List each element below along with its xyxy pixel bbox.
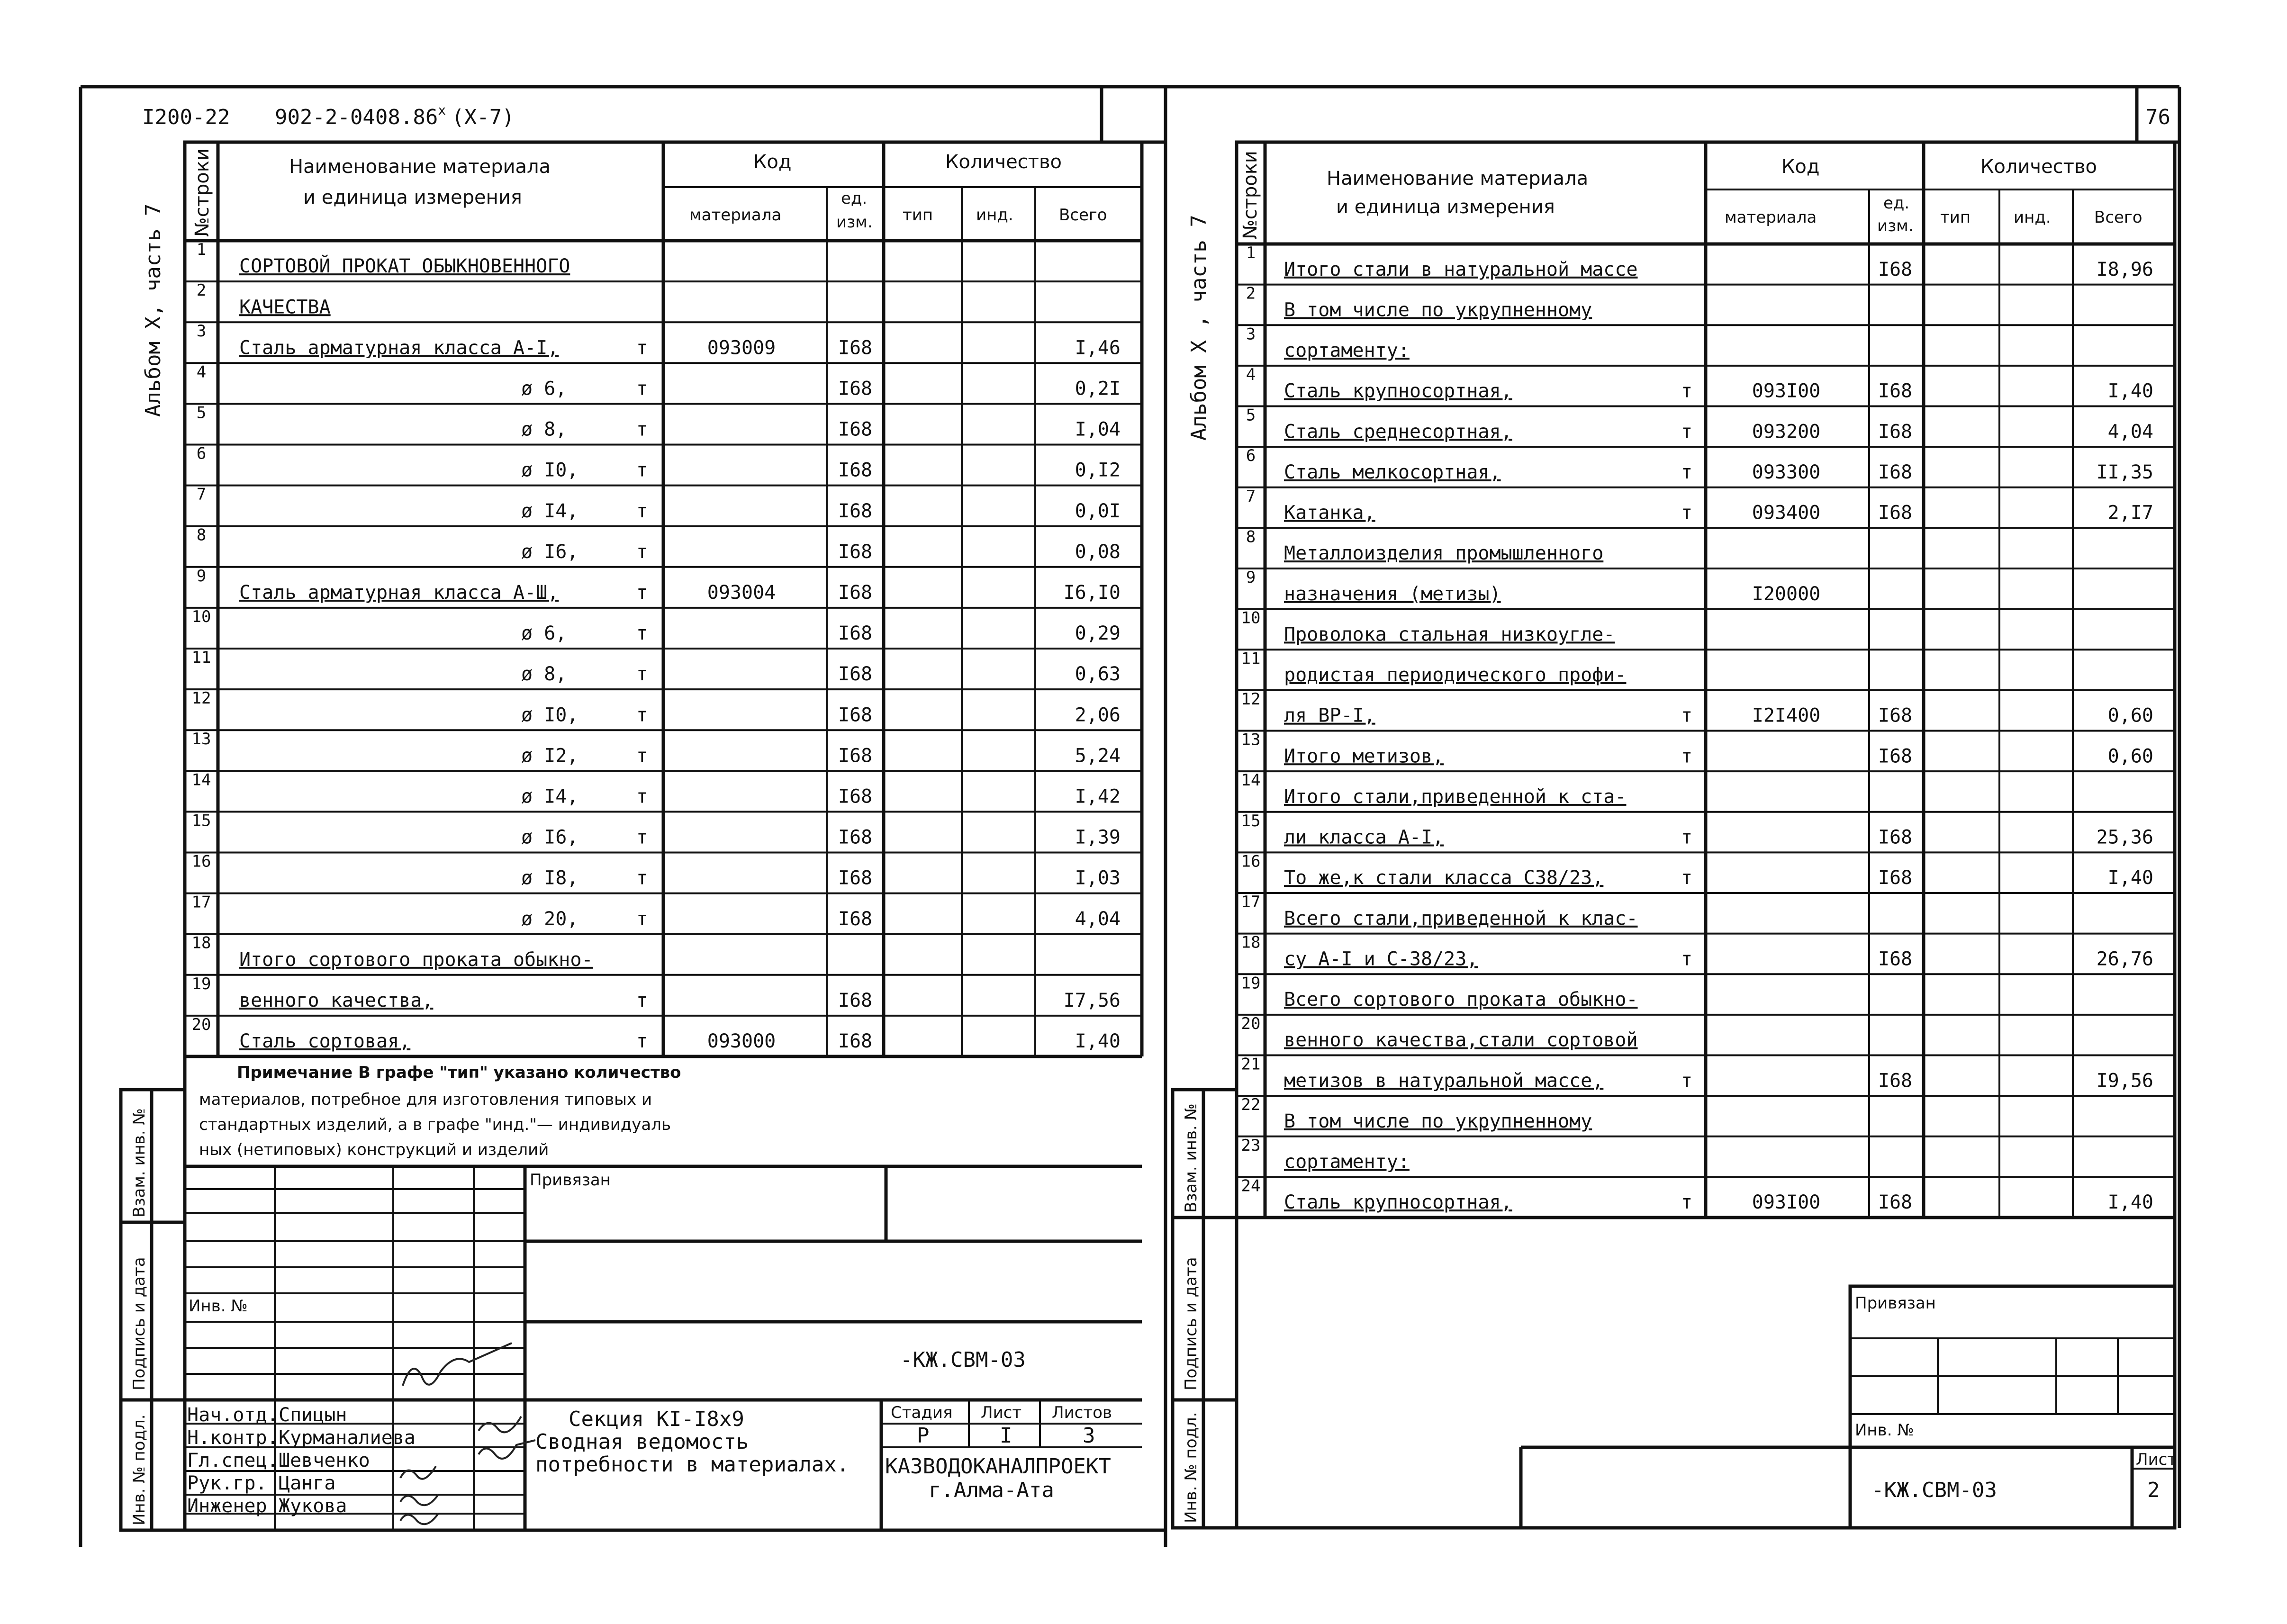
row-measure: I68 [838, 867, 873, 889]
row-unit: т [1681, 502, 1693, 524]
row-name: ля ВР-I, [1284, 704, 1375, 727]
col-material: материала [689, 206, 782, 225]
row-total: I9,56 [2096, 1070, 2153, 1092]
sheet-code: I200-22 [142, 105, 230, 129]
col-name-1: Наименование материала [289, 156, 551, 178]
privyazan-label: Привязан [530, 1171, 611, 1190]
row-unit: т [636, 663, 648, 686]
row-name: КАЧЕСТВА [239, 296, 331, 318]
col-qty-right: Количество [1980, 156, 2097, 178]
staff-name: Спицын [279, 1404, 347, 1426]
staff-role: Н.контр. [187, 1427, 279, 1449]
row-name: ø I6, [521, 541, 579, 563]
row-name: Итого стали в натуральной массе [1284, 258, 1638, 280]
row-name: То же,к стали класса С38/23, [1284, 867, 1604, 889]
row-unit: т [636, 459, 648, 481]
row-number: 12 [191, 689, 211, 708]
row-number: 22 [1241, 1095, 1261, 1115]
row-unit: т [636, 1030, 648, 1053]
row-number: 16 [1241, 852, 1261, 871]
title-line-3: потребности в материалах. [535, 1453, 850, 1477]
row-number: 23 [1241, 1136, 1261, 1155]
row-number: 9 [1246, 568, 1256, 587]
row-measure: I68 [838, 541, 873, 563]
row-measure: I68 [838, 908, 873, 930]
left-page [81, 87, 1166, 1547]
row-total: I,03 [1075, 867, 1121, 889]
row-name: Итого стали,приведенной к ста- [1284, 785, 1627, 808]
col-unit-1-right: ед. [1883, 194, 1910, 213]
row-number: 11 [191, 648, 211, 667]
row-total: 2,06 [1075, 704, 1121, 726]
row-name: В том числе по укрупненному [1284, 1110, 1592, 1132]
row-name: Сталь мелкосортная, [1284, 461, 1501, 483]
col-type-right: тип [1940, 208, 1971, 227]
row-name: венного качества,стали сортовой [1284, 1029, 1638, 1051]
sheets-label: Листов [1052, 1403, 1112, 1422]
row-measure: I68 [1878, 421, 1913, 443]
row-number: 6 [1246, 446, 1256, 466]
title-line-1: Секция КI-I8х9 [569, 1407, 744, 1431]
row-number: 7 [1246, 487, 1256, 506]
row-unit: т [1681, 461, 1693, 483]
staff-role: Рук.гр. [187, 1472, 267, 1494]
row-unit: т [1681, 867, 1693, 889]
row-number: 9 [196, 566, 207, 586]
col-name-2-right: и единица измерения [1336, 196, 1555, 218]
row-measure: I68 [838, 704, 873, 726]
row-number: 8 [1246, 527, 1256, 547]
row-name: Проволока стальная низкоугле- [1284, 623, 1615, 646]
row-unit: т [1681, 745, 1693, 767]
row-measure: I68 [1878, 948, 1913, 970]
row-number: 11 [1241, 649, 1261, 668]
doc-code: -КЖ.СВМ-03 [900, 1348, 1026, 1372]
row-number: 19 [191, 974, 211, 993]
margin-label-3-right: Инв. № подл. [1182, 1412, 1201, 1523]
row-total: 0,29 [1075, 623, 1121, 645]
col-ind: инд. [976, 206, 1013, 225]
row-unit: т [1681, 1070, 1693, 1092]
row-measure: I68 [1878, 258, 1913, 280]
row-number: 5 [196, 403, 207, 423]
col-code: Код [753, 151, 792, 173]
col-unit-1: ед. [841, 189, 868, 208]
sheet-label: Лист [981, 1403, 1022, 1422]
col-unit-2-right: изм. [1877, 217, 1914, 235]
row-unit: т [636, 745, 648, 767]
row-name: Сталь арматурная класса А-Ш, [239, 581, 559, 604]
row-name: Сталь крупносортная, [1284, 380, 1512, 402]
col-code-right: Код [1781, 156, 1820, 178]
row-number: 20 [1241, 1014, 1261, 1033]
row-measure: I68 [1878, 502, 1913, 524]
title-line-2: Сводная ведомость [535, 1430, 749, 1454]
row-unit: т [636, 581, 648, 604]
row-unit: т [1681, 1191, 1693, 1214]
row-unit: т [636, 989, 648, 1011]
staff-name: Жукова [279, 1495, 347, 1517]
row-code: 093009 [707, 337, 776, 359]
row-number: 7 [196, 485, 207, 504]
row-name: Итого сортового проката обыкно- [239, 948, 593, 971]
row-measure: I68 [838, 378, 873, 400]
row-name: Металлоизделия промышленного [1284, 542, 1604, 565]
row-measure: I68 [1878, 826, 1913, 848]
row-name: назначения (метизы) [1284, 583, 1501, 605]
staff-name: Шевченко [279, 1450, 370, 1471]
stage-label: Стадия [891, 1403, 953, 1422]
staff-name: Курманалиева [279, 1427, 416, 1449]
row-code: 093I00 [1752, 1191, 1821, 1214]
org-name: КАЗВОДОКАНАЛПРОЕКТ [885, 1454, 1111, 1479]
row-total: 4,04 [1075, 908, 1121, 930]
row-total: I,42 [1075, 785, 1121, 808]
row-name: ø 8, [521, 663, 567, 686]
margin-label-1-right: Взам. инв. № [1182, 1103, 1201, 1213]
row-number: 20 [191, 1015, 211, 1034]
row-name: родистая периодического профи- [1284, 664, 1627, 686]
left-table-rows [192, 240, 1121, 1052]
row-measure: I68 [1878, 1070, 1913, 1092]
col-total: Всего [1059, 206, 1107, 225]
note-line-3: стандартных изделий, а в графе "инд."— индивидуаль [199, 1115, 671, 1134]
col-row-no: №строки [191, 148, 213, 237]
row-measure: I68 [1878, 867, 1913, 889]
row-total: I,39 [1075, 826, 1121, 848]
row-name: ø 20, [521, 908, 579, 930]
project-code: 902-2-0408.86$^x$ (X-7) [275, 102, 515, 129]
inv-no-label-right: Инв. № [1855, 1421, 1914, 1440]
row-number: 13 [1241, 730, 1261, 749]
row-name: ø 6, [521, 378, 567, 400]
row-name: метизов в натуральной массе, [1284, 1070, 1604, 1092]
row-measure: I68 [838, 459, 873, 481]
row-total: 2,I7 [2107, 502, 2153, 524]
row-name: Всего сортового проката обыкно- [1284, 989, 1638, 1011]
row-name: ø I4, [521, 785, 579, 808]
row-unit: т [636, 704, 648, 726]
row-total: I,40 [2107, 867, 2153, 889]
page-number: 76 [2145, 105, 2170, 129]
row-total: 5,24 [1075, 745, 1121, 767]
row-name: ø I8, [521, 867, 579, 889]
row-total: II,35 [2096, 461, 2153, 483]
row-total: 0,63 [1075, 663, 1121, 686]
row-number: 8 [196, 525, 207, 545]
row-name: Сталь среднесортная, [1284, 421, 1512, 443]
row-name: ø I2, [521, 745, 579, 767]
row-unit: т [1681, 380, 1693, 402]
stage-value: Р [917, 1424, 930, 1448]
row-code: 093200 [1752, 421, 1821, 443]
row-measure: I68 [838, 785, 873, 808]
sheet-value-right: 2 [2147, 1478, 2160, 1502]
row-name: ø I6, [521, 826, 579, 848]
sheets-value: 3 [1083, 1424, 1095, 1448]
row-code: I20000 [1752, 583, 1821, 605]
row-number: 10 [191, 607, 211, 626]
row-unit: т [636, 867, 648, 889]
row-measure: I68 [1878, 461, 1913, 483]
row-measure: I68 [838, 623, 873, 645]
row-measure: I68 [838, 663, 873, 686]
staff-role: Инженер [187, 1495, 267, 1517]
col-material-right: материала [1725, 208, 1817, 227]
row-number: 15 [1241, 811, 1261, 830]
row-unit: т [636, 378, 648, 400]
row-total: I,40 [2107, 1191, 2153, 1214]
col-name-2: и единица измерения [303, 187, 522, 208]
row-number: 17 [1241, 893, 1261, 911]
row-number: 6 [196, 444, 207, 463]
row-name: ø I4, [521, 500, 579, 522]
row-name: В том числе по укрупненному [1284, 299, 1592, 321]
row-total: 25,36 [2096, 826, 2153, 848]
org-city: г.Алма-Ата [929, 1478, 1054, 1502]
row-total: 0,0I [1075, 500, 1121, 522]
row-number: 21 [1241, 1055, 1261, 1074]
row-number: 15 [191, 811, 211, 830]
col-row-no-right: №строки [1239, 151, 1261, 239]
row-name: ли класса А-I, [1284, 826, 1444, 848]
row-measure: I68 [838, 826, 873, 848]
staff-name: Цанга [279, 1472, 336, 1494]
row-name: сортаменту: [1284, 340, 1410, 362]
row-total: I,04 [1075, 418, 1121, 441]
row-total: I,40 [1075, 1030, 1121, 1053]
col-qty: Количество [945, 151, 1062, 173]
row-number: 17 [191, 893, 211, 912]
row-total: 4,04 [2107, 421, 2153, 443]
row-name: Сталь сортовая, [239, 1030, 411, 1053]
col-total-right: Всего [2094, 208, 2142, 227]
row-total: 0,I2 [1075, 459, 1121, 481]
row-name: ø 6, [521, 623, 567, 645]
row-number: 1 [196, 240, 207, 259]
row-measure: I68 [838, 989, 873, 1011]
row-total: 0,60 [2107, 704, 2153, 727]
row-number: 10 [1241, 608, 1261, 628]
row-name: сортаменту: [1284, 1151, 1410, 1173]
row-number: 18 [191, 933, 211, 953]
row-code: 093004 [707, 581, 776, 604]
album-side-label: Альбом X, часть 7 [141, 203, 165, 417]
row-number: 24 [1241, 1176, 1261, 1196]
col-ind-right: инд. [2014, 208, 2051, 227]
row-name: ø 8, [521, 418, 567, 441]
col-type: тип [903, 206, 933, 225]
staff-role: Гл.спец. [187, 1450, 279, 1471]
row-total: 0,2I [1075, 378, 1121, 400]
row-measure: I68 [1878, 380, 1913, 402]
note-line-2: материалов, потребное для изготовления типовых и [199, 1090, 652, 1109]
row-number: 1 [1246, 244, 1256, 262]
row-total: 0,60 [2107, 745, 2153, 767]
row-code: 093000 [707, 1030, 776, 1053]
row-measure: I68 [1878, 704, 1913, 727]
row-name: Сталь арматурная класса А-I, [239, 337, 559, 359]
row-code: 093400 [1752, 502, 1821, 524]
row-number: 13 [191, 730, 211, 749]
row-unit: т [636, 623, 648, 645]
sheet-value: I [1000, 1424, 1012, 1448]
row-measure: I68 [838, 745, 873, 767]
row-unit: т [1681, 826, 1693, 848]
row-name: Сталь крупносортная, [1284, 1191, 1512, 1214]
doc-code-right: -КЖ.СВМ-03 [1871, 1478, 1997, 1502]
row-total: I,46 [1075, 337, 1121, 359]
row-name: венного качества, [239, 989, 434, 1011]
note-line-1: Примечание В графе "тип" указано количество [237, 1063, 681, 1082]
row-measure: I68 [1878, 1191, 1913, 1214]
row-measure: I68 [838, 581, 873, 604]
row-number: 14 [1241, 771, 1261, 790]
row-total: 0,08 [1075, 541, 1121, 563]
row-code: 093300 [1752, 461, 1821, 483]
row-measure: I68 [838, 1030, 873, 1053]
margin-label-1: Взам. инв. № [130, 1108, 149, 1218]
row-name: Катанка, [1284, 502, 1375, 524]
row-name: ø I0, [521, 704, 579, 726]
note-line-4: ных (нетиповых) конструкций и изделий [199, 1140, 549, 1159]
row-unit: т [636, 908, 648, 930]
row-name: Итого метизов, [1284, 745, 1444, 767]
row-measure: I68 [838, 418, 873, 441]
row-unit: т [636, 826, 648, 848]
row-number: 16 [191, 852, 211, 871]
row-name: су А-I и С-38/23, [1284, 948, 1478, 970]
row-name: Всего стали,приведенной к клас- [1284, 907, 1638, 929]
row-code: 093I00 [1752, 380, 1821, 402]
margin-label-2: Подпись и дата [130, 1257, 149, 1390]
row-total: 26,76 [2096, 948, 2153, 970]
row-number: 4 [196, 362, 207, 382]
row-name: ø I0, [521, 459, 579, 481]
margin-label-3: Инв. № подл. [130, 1414, 149, 1525]
row-number: 3 [1246, 325, 1256, 344]
row-number: 2 [196, 281, 207, 300]
sheet-label-right: Лист [2136, 1450, 2177, 1469]
row-unit: т [1681, 948, 1693, 970]
staff-list [187, 1404, 416, 1517]
row-unit: т [636, 541, 648, 563]
row-unit: т [1681, 704, 1693, 727]
row-measure: I68 [1878, 745, 1913, 767]
row-number: 19 [1241, 974, 1261, 993]
row-number: 12 [1241, 689, 1261, 709]
row-total: I6,I0 [1063, 581, 1121, 604]
row-unit: т [1681, 421, 1693, 443]
row-unit: т [636, 785, 648, 808]
row-unit: т [636, 418, 648, 441]
row-code: I2I400 [1752, 704, 1821, 727]
row-number: 5 [1246, 406, 1256, 425]
row-name: СОРТОВОЙ ПРОКАТ ОБЫКНОВЕННОГО [239, 255, 570, 278]
margin-label-2-right: Подпись и дата [1182, 1257, 1201, 1390]
album-side-label-right: Альбом X , часть 7 [1187, 215, 1211, 441]
row-number: 3 [196, 322, 207, 341]
col-name-1-right: Наименование материала [1327, 168, 1589, 189]
row-unit: т [636, 337, 648, 359]
inv-no-label: Инв. № [189, 1297, 248, 1316]
right-table-rows [1241, 244, 2153, 1213]
row-measure: I68 [838, 337, 873, 359]
staff-role: Нач.отд. [187, 1404, 279, 1426]
row-total: I8,96 [2096, 258, 2153, 280]
privyazan-label-right: Привязан [1855, 1294, 1936, 1313]
row-total: I,40 [2107, 380, 2153, 402]
row-unit: т [636, 500, 648, 522]
signature-marks [400, 1343, 535, 1524]
row-measure: I68 [838, 500, 873, 522]
row-number: 18 [1241, 933, 1261, 952]
col-unit-2: изм. [836, 213, 873, 232]
right-page [1166, 87, 2179, 1528]
row-number: 4 [1246, 365, 1256, 384]
row-number: 14 [191, 770, 211, 790]
row-total: I7,56 [1063, 989, 1121, 1011]
row-number: 2 [1246, 284, 1256, 303]
